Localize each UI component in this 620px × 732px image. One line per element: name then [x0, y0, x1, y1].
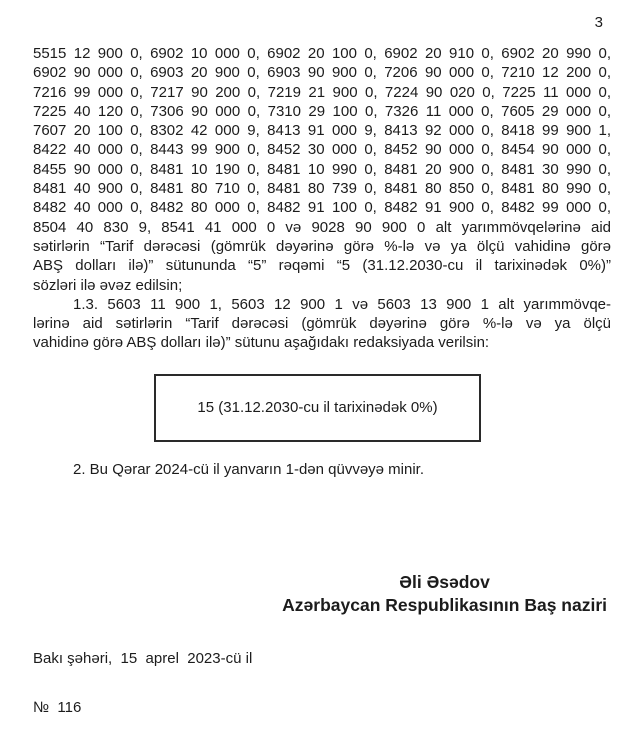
tariff-rate-box	[154, 374, 481, 442]
text-line: 8481 40 900 0, 8481 80 710 0, 8481 80 739 0, 8481 80 850 0, 8481 80 990 0,	[33, 180, 611, 198]
tariff-rate-box-text: 15 (31.12.2030-cu il tarixinədək 0%)	[197, 399, 438, 417]
page-number: 3	[594, 14, 603, 31]
text-line: 1.3. 5603 11 900 1, 5603 12 900 1 və 5603 13 900 1 alt yarımmövqe-	[73, 295, 611, 313]
text-line: 8504 40 830 9, 8541 41 000 0 və 9028 90 900 0 alt yarımmövqelərinə aid	[33, 218, 611, 236]
signature-title: Azərbaycan Respublikasının Baş naziri	[282, 594, 607, 615]
text-line: sözləri ilə əvəz edilsin;	[33, 276, 183, 294]
text-line: 5515 12 900 0, 6902 10 000 0, 6902 20 100 0, 6902 20 910 0, 6902 20 990 0,	[33, 45, 611, 62]
text-line: 7225 40 120 0, 7306 90 000 0, 7310 29 100 0, 7326 11 000 0, 7605 29 000 0,	[33, 102, 611, 120]
signature-block	[282, 571, 607, 616]
text-line: 7607 20 100 0, 8302 42 000 9, 8413 91 000 9, 8413 92 000 0, 8418 99 900 1,	[33, 122, 611, 140]
paragraph-1-3	[33, 295, 611, 353]
text-line: 6902 90 000 0, 6903 20 900 0, 6903 90 900 0, 7206 90 000 0, 7210 12 200 0,	[33, 64, 611, 82]
text-line: 8455 90 000 0, 8481 10 190 0, 8481 10 990 0, 8481 20 900 0, 8481 30 990 0,	[33, 160, 611, 178]
clause-2: 2. Bu Qərar 2024-cü il yanvarın 1-dən qüvvəyə minir.	[73, 460, 425, 478]
signature-name: Əli Əsədov	[399, 572, 490, 593]
document-body	[33, 44, 611, 718]
text-line: vahidinə görə ABŞ dolları ilə)” sütunu aşağıdakı redaksiyada verilsin:	[33, 334, 490, 352]
text-line: 7216 99 000 0, 7217 90 200 0, 7219 21 900 0, 7224 90 020 0, 7225 11 000 0,	[33, 83, 611, 101]
text-line: lərinə aid sətirlərin “Tarif dərəcəsi (gömrük dəyərinə görə %-lə və ya ölçü	[33, 315, 611, 333]
text-line: sətirlərin “Tarif dərəcəsi (gömrük dəyərinə görə %-lə və ya ölçü vahidinə görə	[33, 237, 611, 255]
place-date-line: Bakı şəhəri, 15 aprel 2023-cü il	[33, 650, 253, 668]
text-line: 8482 40 000 0, 8482 80 000 0, 8482 91 100 0, 8482 91 900 0, 8482 99 000 0,	[33, 199, 611, 217]
paragraph-tariff-codes	[33, 44, 611, 295]
text-line: ABŞ dolları ilə)” sütununda “5” rəqəmi “5 (31.12.2030-cu il tarixinədək 0%)”	[33, 257, 611, 275]
signature-area	[33, 571, 611, 616]
text-line: 8422 40 000 0, 8443 99 900 0, 8452 30 000 0, 8452 90 000 0, 8454 90 000 0,	[33, 141, 611, 159]
document-number: № 116	[33, 699, 82, 717]
